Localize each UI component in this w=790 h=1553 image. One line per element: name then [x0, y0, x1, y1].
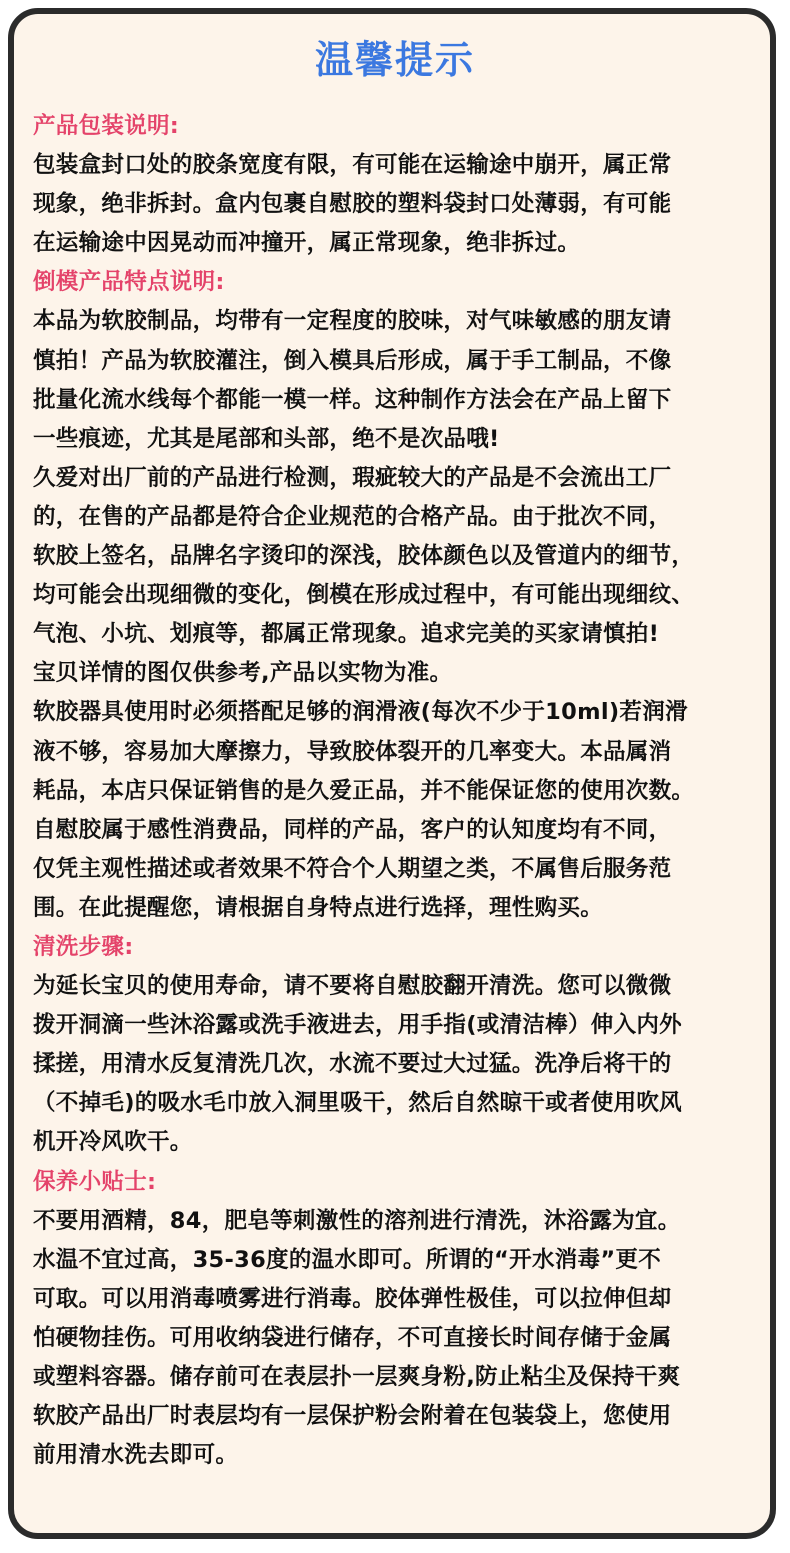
text-line: 软胶产品出厂时表层均有一层保护粉会附着在包装袋上，您使用	[33, 1403, 672, 1430]
text-line: 前用清水洗去即可。	[33, 1442, 239, 1469]
text-line: 软胶上签名，品牌名字烫印的深浅，胶体颜色以及管道内的细节，	[33, 543, 695, 570]
section-heading-mold-features: 倒模产品特点说明:	[33, 269, 225, 296]
text-line: 为延长宝贝的使用寿命，请不要将自慰胶翻开清洗。您可以微微	[33, 973, 672, 1000]
text-line: 的，在售的产品都是符合企业规范的合格产品。由于批次不同，	[33, 503, 672, 530]
text-line: （不掉毛)的吸水毛巾放入洞里吸干，然后自然晾干或者使用吹风	[33, 1090, 682, 1117]
section-heading-cleaning: 清洗步骤:	[33, 933, 134, 960]
section-heading-care-tips: 保养小贴士:	[33, 1168, 157, 1195]
text-line: 耗品，本店只保证销售的是久爱正品，并不能保证您的使用次数。	[33, 777, 695, 804]
text-line: 气泡、小坑、划痕等，都属正常现象。追求完美的买家请慎拍!	[33, 621, 660, 648]
text-line: 软胶器具使用时必须搭配足够的润滑液(每次不少于10ml)若润滑	[33, 699, 688, 726]
notice-content	[33, 107, 773, 1475]
text-line: 或塑料容器。储存前可在表层扑一层爽身粉,防止粘尘及保持干爽	[33, 1364, 681, 1390]
text-line: 一些痕迹，尤其是尾部和头部，绝不是次品哦!	[33, 425, 500, 452]
text-line: 拨开洞滴一些沐浴露或洗手液进去，用手指(或清洁棒）伸入内外	[33, 1012, 682, 1039]
text-line: 围。在此提醒您，请根据自身特点进行选择，理性购买。	[33, 894, 604, 921]
text-line: 不要用酒精，84，肥皂等刺激性的溶剂进行清洗，沐浴露为宜。	[33, 1207, 681, 1234]
page-title: 温馨提示	[314, 38, 475, 82]
text-line: 批量化流水线每个都能一模一样。这种制作方法会在产品上留下	[33, 386, 672, 413]
text-line: 仅凭主观性描述或者效果不符合个人期望之类，不属售后服务范	[33, 855, 672, 882]
section-heading-packaging: 产品包装说明:	[33, 113, 180, 139]
text-line: 慎拍！产品为软胶灌注，倒入模具后形成，属于手工制品，不像	[33, 347, 672, 374]
text-line: 可取。可以用消毒喷雾进行消毒。胶体弹性极佳，可以拉伸但却	[33, 1285, 672, 1312]
text-line: 怕硬物挂伤。可用收纳袋进行储存，不可直接长时间存储于金属	[33, 1324, 672, 1351]
text-line: 现象，绝非拆封。盒内包裹自慰胶的塑料袋封口处薄弱，有可能	[33, 191, 672, 218]
text-line: 宝贝详情的图仅供参考,产品以实物为准。	[33, 660, 453, 687]
text-line: 在运输途中因晃动而冲撞开，属正常现象，绝非拆过。	[33, 230, 581, 257]
text-line: 均可能会出现细微的变化，倒模在形成过程中，有可能出现细纹、	[33, 582, 695, 609]
text-line: 液不够，容易加大摩擦力，导致胶体裂开的几率变大。本品属消	[33, 738, 672, 765]
text-line: 本品为软胶制品，均带有一定程度的胶味，对气味敏感的朋友请	[33, 308, 672, 335]
text-line: 揉搓，用清水反复清洗几次，水流不要过大过猛。洗净后将干的	[33, 1051, 672, 1078]
text-line: 久爱对出厂前的产品进行检测，瑕疵较大的产品是不会流出工厂	[33, 464, 672, 491]
text-line: 机开冷风吹干。	[33, 1129, 193, 1156]
text-line: 自慰胶属于感性消费品，同样的产品，客户的认知度均有不同，	[33, 816, 672, 843]
text-line: 包装盒封口处的胶条宽度有限，有可能在运输途中崩开，属正常	[33, 152, 672, 179]
text-line: 水温不宜过高，35-36度的温水即可。所谓的“开水消毒”更不	[33, 1246, 662, 1273]
